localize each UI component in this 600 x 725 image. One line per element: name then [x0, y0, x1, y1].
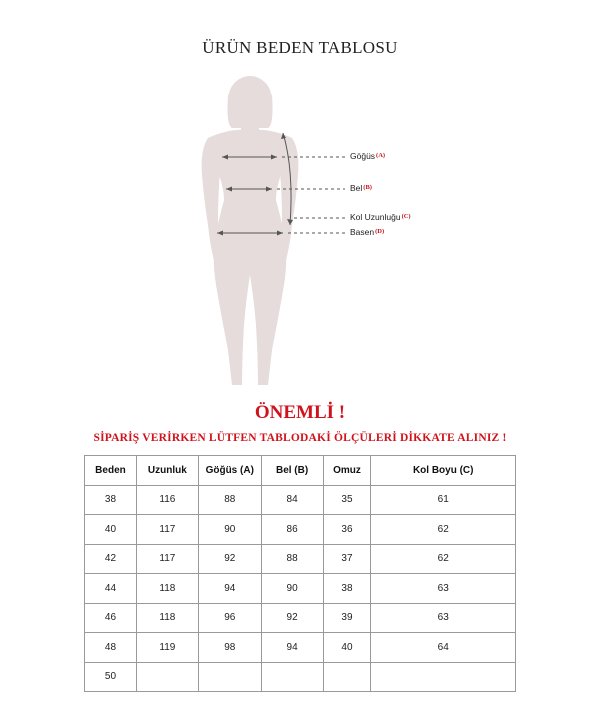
table-cell: 117	[136, 544, 198, 574]
table-cell: 62	[371, 544, 516, 574]
table-row	[85, 662, 516, 692]
table-cell: 92	[261, 603, 323, 633]
label-chest: Göğüs$^{(A)}$	[350, 151, 386, 161]
table-cell: 40	[85, 515, 137, 545]
label-sleeve-length: Kol Uzunluğu$^{(C)}$	[350, 212, 411, 222]
table-row	[85, 544, 516, 574]
label-hip: Basen$^{(D)}$	[350, 227, 385, 237]
header-sleeve: Kol Boyu (C)	[371, 456, 516, 486]
label-waist: Bel$^{(B)}$	[350, 183, 372, 193]
table-cell: 94	[198, 574, 261, 604]
header-shoulder: Omuz	[323, 456, 371, 486]
table-cell: 84	[261, 485, 323, 515]
female-silhouette	[202, 76, 299, 385]
table-cell	[371, 662, 516, 692]
table-cell: 64	[371, 633, 516, 663]
table-cell: 63	[371, 574, 516, 604]
table-cell: 42	[85, 544, 137, 574]
table-cell: 119	[136, 633, 198, 663]
table-cell: 94	[261, 633, 323, 663]
table-cell	[198, 662, 261, 692]
table-cell: 88	[261, 544, 323, 574]
table-cell: 40	[323, 633, 371, 663]
header-chest: Göğüs (A)	[198, 456, 261, 486]
table-row	[85, 574, 516, 604]
table-cell: 90	[261, 574, 323, 604]
table-row	[85, 515, 516, 545]
table-cell: 118	[136, 603, 198, 633]
table-cell: 39	[323, 603, 371, 633]
page-title: ÜRÜN BEDEN TABLOSU	[202, 38, 398, 57]
table-cell: 116	[136, 485, 198, 515]
header-waist: Bel (B)	[261, 456, 323, 486]
table-row	[85, 485, 516, 515]
table-cell: 98	[198, 633, 261, 663]
table-cell	[136, 662, 198, 692]
table-cell: 90	[198, 515, 261, 545]
table-row	[85, 633, 516, 663]
table-cell: 92	[198, 544, 261, 574]
table-cell: 37	[323, 544, 371, 574]
table-cell: 86	[261, 515, 323, 545]
important-heading: ÖNEMLİ !	[254, 402, 346, 423]
table-cell: 88	[198, 485, 261, 515]
table-cell	[261, 662, 323, 692]
table-cell: 118	[136, 574, 198, 604]
order-notice: SİPARİŞ VERİRKEN LÜTFEN TABLODAKİ ÖLÇÜLERİ DİKKATE ALINIZ !	[93, 432, 507, 444]
size-table	[84, 455, 516, 692]
table-cell: 117	[136, 515, 198, 545]
table-cell: 36	[323, 515, 371, 545]
header-length: Uzunluk	[136, 456, 198, 486]
table-cell: 63	[371, 603, 516, 633]
table-row	[85, 603, 516, 633]
table-cell: 44	[85, 574, 137, 604]
table-cell: 38	[323, 574, 371, 604]
table-cell: 50	[85, 662, 137, 692]
table-cell	[323, 662, 371, 692]
table-cell: 96	[198, 603, 261, 633]
table-cell: 38	[85, 485, 137, 515]
table-cell: 35	[323, 485, 371, 515]
table-cell: 48	[85, 633, 137, 663]
table-header-row	[85, 456, 516, 486]
table-cell: 46	[85, 603, 137, 633]
table-cell: 62	[371, 515, 516, 545]
header-size: Beden	[85, 456, 137, 486]
table-cell: 61	[371, 485, 516, 515]
